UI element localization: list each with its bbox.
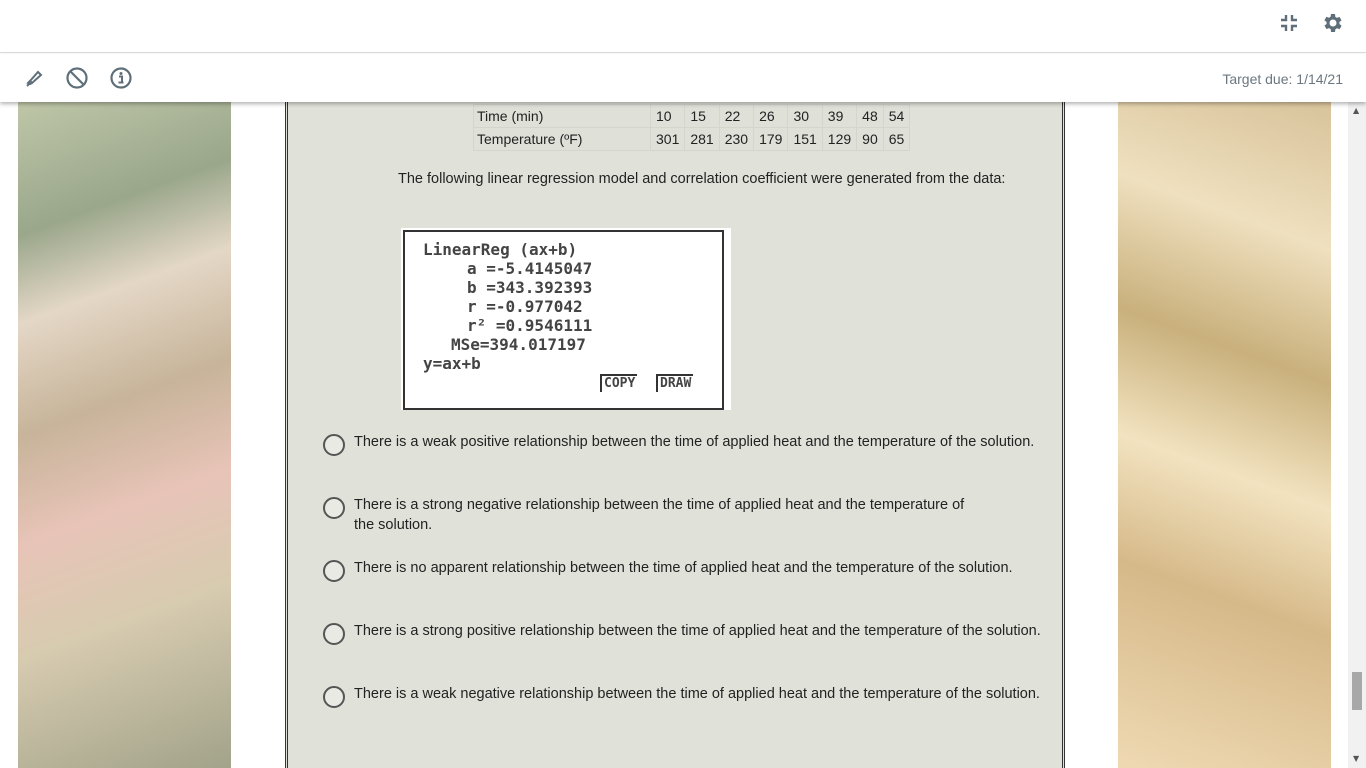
- scrollbar-thumb[interactable]: [1352, 672, 1362, 710]
- cell: 230: [719, 128, 753, 151]
- option-text: There is a strong positive relationship between the time of applied heat and the temperature of the solution.: [354, 623, 1041, 639]
- calc-r: r =-0.977042: [467, 297, 583, 316]
- cell: 15: [685, 105, 719, 128]
- top-bar: [0, 0, 1366, 53]
- data-table: [473, 104, 910, 151]
- background-image-left: [18, 102, 231, 768]
- cell: 179: [754, 128, 788, 151]
- background-image-right: [1118, 102, 1331, 768]
- option-text: There is a weak positive relationship between the time of applied heat and the temperature of the solution.: [354, 434, 1035, 450]
- option-text: There is a weak negative relationship between the time of applied heat and the temperature of the solution.: [354, 686, 1040, 702]
- radio-button[interactable]: [323, 560, 345, 582]
- calc-mse: MSe=394.017197: [451, 335, 586, 354]
- cell: 129: [822, 128, 856, 151]
- target-due: Target due: 1/14/21: [1222, 71, 1343, 87]
- scrollbar[interactable]: [1348, 102, 1366, 768]
- block-icon[interactable]: [65, 66, 89, 90]
- calc-r2: r² =0.9546111: [467, 316, 593, 335]
- row-header: Temperature (ºF): [474, 128, 651, 151]
- calc-a: a =-5.4145047: [467, 259, 593, 278]
- cell: 26: [754, 105, 788, 128]
- scroll-up-icon[interactable]: ▲: [1353, 106, 1360, 115]
- toolbar: [0, 54, 1366, 102]
- option-text: There is no apparent relationship between the time of applied heat and the temperature of the solution.: [354, 560, 1013, 576]
- cell: 90: [857, 128, 884, 151]
- cell: 151: [788, 128, 822, 151]
- calculator-screenshot: [401, 228, 731, 410]
- gear-icon[interactable]: [1321, 11, 1345, 35]
- cell: 30: [788, 105, 822, 128]
- cell: 301: [651, 128, 685, 151]
- calc-title: LinearReg (ax+b): [423, 240, 578, 259]
- option-text: There is a strong negative relationship between the time of applied heat and the temperature of the solution.: [354, 497, 965, 533]
- row-header: Time (min): [474, 105, 651, 128]
- radio-button[interactable]: [323, 686, 345, 708]
- cell: 281: [685, 128, 719, 151]
- exit-fullscreen-icon[interactable]: [1279, 13, 1299, 33]
- cell: 54: [883, 105, 910, 128]
- cell: 48: [857, 105, 884, 128]
- cell: 22: [719, 105, 753, 128]
- calc-equation: y=ax+b: [423, 354, 481, 373]
- question-panel: [285, 102, 1065, 768]
- calc-copy-label: COPY: [600, 374, 637, 392]
- calc-b: b =343.392393: [467, 278, 593, 297]
- table-row: [474, 128, 910, 151]
- radio-button[interactable]: [323, 497, 345, 519]
- info-icon[interactable]: [109, 66, 133, 90]
- intro-text: The following linear regression model and correlation coefficient were generated from the data:: [398, 171, 1006, 187]
- scroll-down-icon[interactable]: ▼: [1353, 754, 1360, 763]
- radio-button[interactable]: [323, 434, 345, 456]
- radio-button[interactable]: [323, 623, 345, 645]
- calc-draw-label: DRAW: [656, 374, 693, 392]
- highlighter-icon[interactable]: [22, 66, 46, 90]
- cell: 65: [883, 128, 910, 151]
- cell: 10: [651, 105, 685, 128]
- cell: 39: [822, 105, 856, 128]
- table-row: [474, 105, 910, 128]
